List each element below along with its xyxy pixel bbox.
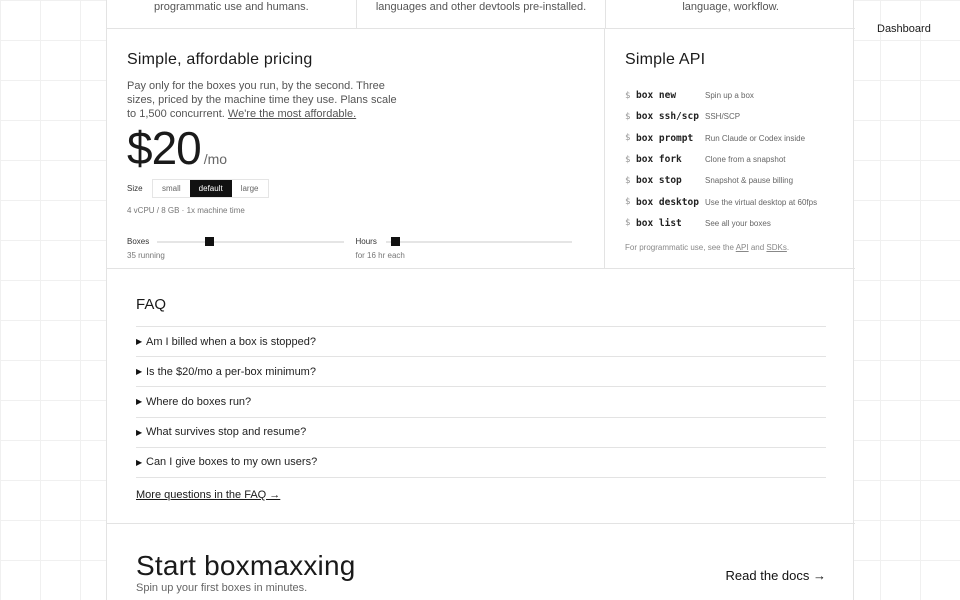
triangle-right-icon: ▶ [136, 457, 143, 467]
main-container [106, 0, 854, 600]
pricing-title: Simple, affordable pricing [127, 51, 313, 68]
boxes-slider-track[interactable] [157, 241, 344, 243]
size-option-large[interactable]: large [232, 180, 268, 197]
boxes-slider-thumb[interactable] [205, 237, 214, 246]
size-selector [127, 179, 584, 198]
size-option-small[interactable]: small [153, 180, 190, 197]
triangle-right-icon: ▶ [136, 427, 143, 437]
read-docs-link[interactable]: Read the docs → [725, 568, 826, 583]
prompt-symbol: $ [625, 133, 631, 144]
api-command-row [625, 85, 835, 106]
price-row [127, 122, 584, 174]
api-command-row [625, 191, 835, 212]
faq-more-link[interactable]: More questions in the FAQ → [136, 488, 281, 501]
feature-cell-1: programmatic use and humans. [107, 0, 357, 28]
hours-slider-track[interactable] [386, 241, 573, 243]
cta-subtitle: Spin up your first boxes in minutes. [136, 582, 308, 594]
api-command: box fork [636, 154, 682, 166]
prompt-symbol: $ [625, 218, 631, 229]
sliders [127, 237, 584, 260]
api-command-desc: Spin up a box [705, 91, 754, 101]
feature-cell-3: language, workflow. [682, 1, 779, 13]
boxes-slider-block [127, 237, 356, 260]
pricing-description-text: Pay only for the boxes you run, by the second. Three sizes, priced by the machine time they use. Plans scale to 1,500 concurrent. [127, 80, 397, 120]
hours-slider-block [356, 237, 585, 260]
prompt-symbol: $ [625, 111, 631, 122]
cta-title: Start boxmaxxing [136, 550, 356, 581]
prompt-symbol: $ [625, 197, 631, 208]
prompt-symbol: $ [625, 90, 631, 101]
api-command: box ssh/scp [636, 111, 699, 123]
faq-question: Can I give boxes to my own users? [146, 456, 318, 469]
faq-question: Where do boxes run? [146, 395, 252, 408]
api-command-row [625, 106, 835, 127]
api-command-desc: Use the virtual desktop at 60fps [705, 197, 818, 207]
faq-item[interactable] [136, 387, 826, 417]
price-value: $20 [127, 122, 201, 174]
cta-section [107, 524, 855, 600]
api-footnote [625, 243, 835, 252]
features-strip [107, 0, 855, 29]
api-command-row [625, 128, 835, 149]
api-foot-prefix: For programmatic use, see the [625, 243, 736, 253]
size-options [152, 179, 269, 198]
faq-item[interactable] [136, 448, 826, 478]
faq-item[interactable] [136, 357, 826, 387]
size-label: Size [127, 184, 143, 193]
faq-list [136, 326, 826, 478]
api-command: box stop [636, 175, 682, 187]
api-section [605, 29, 855, 269]
api-foot-end: . [786, 243, 790, 253]
api-command: box list [636, 217, 682, 229]
faq-title: FAQ [136, 296, 167, 313]
machine-spec: 4 vCPU / 8 GB · 1x machine time [127, 206, 245, 215]
prompt-symbol: $ [625, 175, 631, 186]
api-command-desc: Snapshot & pause billing [705, 176, 794, 186]
api-command-desc: See all your boxes [705, 218, 771, 228]
hours-label: Hours [355, 237, 377, 246]
prompt-symbol: $ [625, 154, 631, 165]
triangle-right-icon: ▶ [136, 367, 143, 377]
faq-section [107, 269, 855, 524]
boxes-running: 35 running [127, 251, 165, 260]
api-docs-link[interactable]: API [735, 243, 749, 253]
affordable-link[interactable]: We're the most affordable. [227, 108, 357, 120]
faq-item[interactable] [136, 327, 826, 357]
faq-item[interactable] [136, 418, 826, 448]
triangle-right-icon: ▶ [136, 397, 143, 407]
hours-each: for 16 hr each [355, 251, 405, 260]
api-title: Simple API [625, 51, 706, 68]
faq-question: Am I billed when a box is stopped? [146, 335, 316, 348]
api-command-desc: Clone from a snapshot [705, 155, 786, 165]
api-command-row [625, 213, 835, 234]
triangle-right-icon: ▶ [136, 337, 143, 347]
pricing-section [107, 29, 605, 269]
api-command-row [625, 170, 835, 191]
pricing-description [127, 79, 397, 121]
api-foot-and: and [748, 243, 767, 253]
api-command: box prompt [636, 132, 694, 144]
faq-question: What survives stop and resume? [146, 426, 307, 439]
api-command-row [625, 149, 835, 170]
boxes-label: Boxes [127, 237, 150, 246]
feature-cell-2: languages and other devtools pre-installed. [357, 0, 607, 28]
dashboard-link[interactable]: Dashboard [877, 23, 931, 35]
sdks-link[interactable]: SDKs [766, 243, 787, 253]
api-command-desc: Run Claude or Codex inside [705, 133, 806, 143]
hours-slider-thumb[interactable] [391, 237, 400, 246]
price-period: /mo [203, 151, 228, 167]
api-command: box desktop [636, 196, 699, 208]
api-command-desc: SSH/SCP [705, 112, 741, 122]
faq-question: Is the $20/mo a per-box minimum? [146, 365, 316, 378]
api-command: box new [636, 90, 677, 102]
size-option-default[interactable]: default [190, 180, 232, 197]
api-command-list [625, 85, 835, 234]
